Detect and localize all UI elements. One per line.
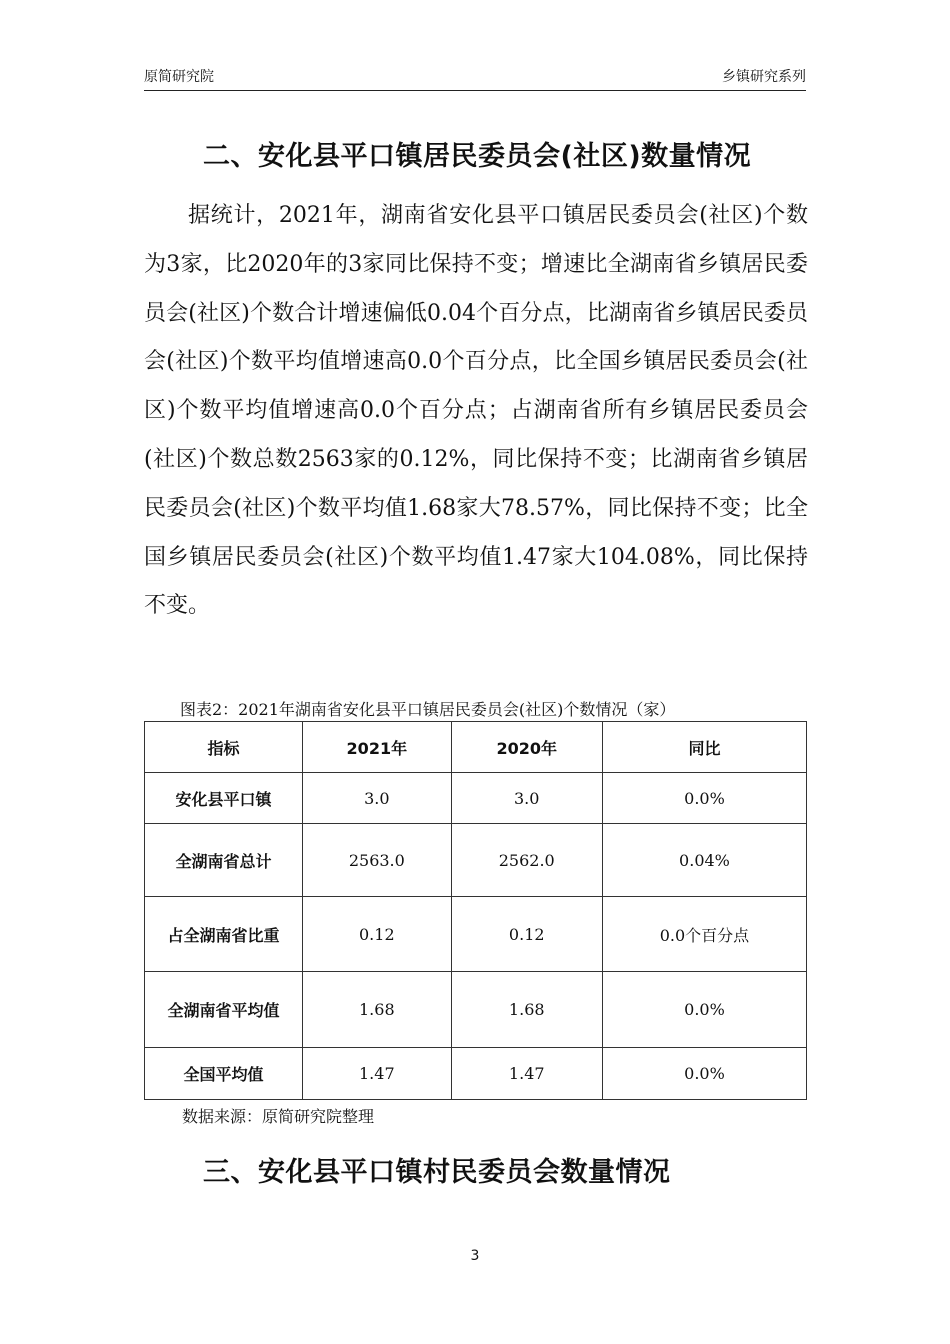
page-number: 3: [470, 1248, 480, 1264]
table-cell: 1.68: [303, 972, 451, 1048]
section-3-title: 三、安化县平口镇村民委员会数量情况: [203, 1157, 671, 1188]
table-cell: 0.0%: [602, 1048, 806, 1100]
table-cell: 0.0%: [602, 773, 806, 824]
table-cell: 2562.0: [451, 824, 602, 897]
section-2-title: 二、安化县平口镇居民委员会(社区)数量情况: [203, 141, 752, 172]
table-cell: 0.04%: [602, 824, 806, 897]
table-header-cell: 同比: [602, 722, 806, 773]
table-header-row: [145, 722, 807, 773]
table-row: [145, 972, 807, 1048]
table-cell: 1.68: [451, 972, 602, 1048]
page-header: [144, 60, 806, 91]
table-cell: 0.0%: [602, 972, 806, 1048]
table-header-cell: 指标: [145, 722, 303, 773]
table-cell: 3.0: [303, 773, 451, 824]
table-header-cell: 2021年: [303, 722, 451, 773]
table-row: [145, 824, 807, 897]
table-row-label: 全国平均值: [145, 1048, 303, 1100]
table-row-label: 全湖南省总计: [145, 824, 303, 897]
header-publisher: 原简研究院: [144, 69, 214, 85]
table-cell: 0.0个百分点: [602, 897, 806, 972]
table-row-label: 安化县平口镇: [145, 773, 303, 824]
table-cell: 2563.0: [303, 824, 451, 897]
table-cell: 3.0: [451, 773, 602, 824]
table-cell: 0.12: [451, 897, 602, 972]
table-source-note: 数据来源：原简研究院整理: [182, 1107, 375, 1126]
table-row: [145, 773, 807, 824]
table-row: [145, 1048, 807, 1100]
section-2-paragraph: 据统计，2021年，湖南省安化县平口镇居民委员会(社区)个数为3家，比2020年的3家同比保持不变；增速比全湖南省乡镇居民委员会(社区)个数合计增速偏低0.04个百分点，比湖南省乡镇居民委员会(社区)个数平均值增速高0.0个百分点，比全国乡镇居民委员会(社区)个数平均值增速高0.0个百分点；占湖南省所有乡镇居民委员会(社区)个数总数2563家的0.12%，同比保持不变；比湖南省乡镇居民委员会(社区)个数平均值1.68家大78.57%，同比保持不变；比全国乡镇居民委员会(社区)个数平均值1.47家大104.08%，同比保持不变。: [144, 203, 808, 619]
table-row: [145, 897, 807, 972]
data-table: [144, 721, 807, 1100]
table-caption: 图表2：2021年湖南省安化县平口镇居民委员会(社区)个数情况（家）: [180, 700, 676, 719]
table-cell: 1.47: [303, 1048, 451, 1100]
table-row-label: 全湖南省平均值: [145, 972, 303, 1048]
table-cell: 0.12: [303, 897, 451, 972]
table-cell: 1.47: [451, 1048, 602, 1100]
header-series: 乡镇研究系列: [722, 69, 806, 85]
table-row-label: 占全湖南省比重: [145, 897, 303, 972]
table-header-cell: 2020年: [451, 722, 602, 773]
